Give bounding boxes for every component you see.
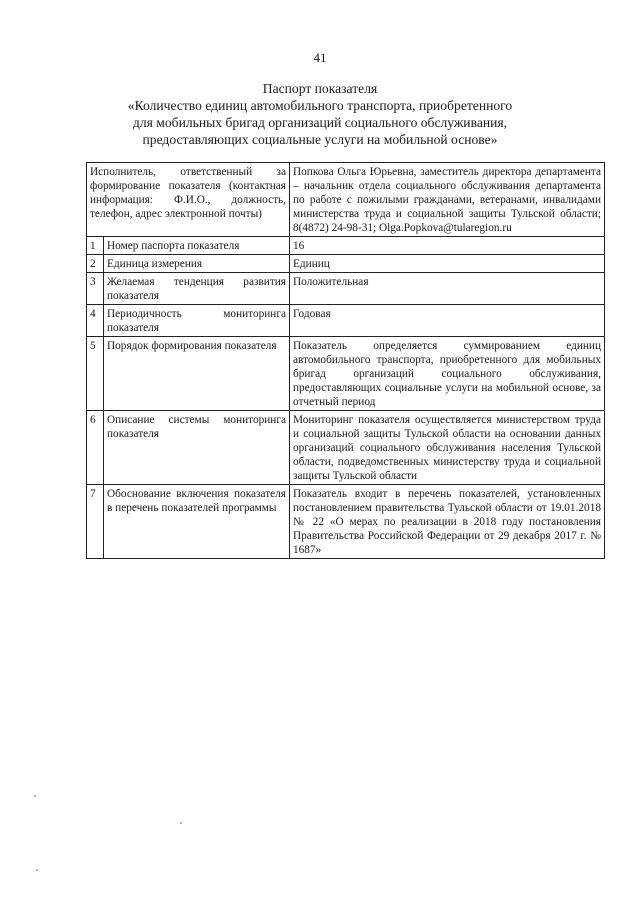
title-line-1: Паспорт показателя (262, 81, 378, 96)
table-row (87, 255, 605, 273)
page-number: 41 (313, 50, 327, 65)
row-value: Показатель определяется суммированием единиц автомобильного транспорта, приобретенного для мобильных бригад организаций социального обслуживания, предоставляющих социальные услуги на мобильной основе, за отчетный период (290, 337, 605, 411)
row-label: Единица измерения (104, 255, 290, 273)
responsible-label: Исполнитель, ответственный за формирование показателя (контактная информация: Ф.И.О., должность, телефон, адрес электронной почты) (87, 163, 290, 237)
row-value: Показатель входит в перечень показателей, установленных постановлением правительства Тульской области от 19.01.2018 № 22 «О мерах по реализации в 2018 году постановления Правительства Российской Федерации от 29 декабря 2017 г. № 1687» (290, 485, 605, 559)
row-value: Годовая (290, 305, 605, 337)
row-number: 6 (87, 411, 104, 485)
table-row (87, 273, 605, 305)
table-row (87, 337, 605, 411)
row-label: Описание системы мониторинга показателя (104, 411, 290, 485)
row-value: 16 (290, 237, 605, 255)
scan-speck (180, 822, 182, 824)
table-row (87, 305, 605, 337)
table-row (87, 411, 605, 485)
row-number: 5 (87, 337, 104, 411)
row-number: 3 (87, 273, 104, 305)
row-number: 2 (87, 255, 104, 273)
title-line-3: для мобильных бригад организаций социального обслуживания, (132, 115, 508, 130)
row-value: Единиц (290, 255, 605, 273)
row-label: Периодичность мониторинга показателя (104, 305, 290, 337)
responsible-value: Попкова Ольга Юрьевна, заместитель директора департамента – начальник отдела социального обслуживания департамента по работе с пожилыми гражданами, ветеранами, инвалидами министерства труда и социальной защиты Тульской области; 8(4872) 24-98-31; Olga.Popkova@tularegion.ru (290, 163, 605, 237)
row-label: Обоснование включения показателя в перечень показателей программы (104, 485, 290, 559)
indicator-passport-table (86, 162, 605, 559)
row-number: 4 (87, 305, 104, 337)
row-value: Мониторинг показателя осуществляется министерством труда и социальной защиты Тульской области на основании данных организаций социального обслуживания населения Тульской области, подведомственных министерству труда и социальной защиты Тульской области (290, 411, 605, 485)
row-number: 7 (87, 485, 104, 559)
row-label: Номер паспорта показателя (104, 237, 290, 255)
title-line-2: «Количество единиц автомобильного транспорта, приобретенного (127, 98, 513, 113)
scan-speck (36, 869, 38, 871)
row-number: 1 (87, 237, 104, 255)
table-row (87, 485, 605, 559)
scan-speck (34, 795, 36, 797)
document-title (40, 80, 600, 148)
table-row (87, 237, 605, 255)
title-line-4: предоставляющих социальные услуги на мобильной основе» (142, 132, 498, 147)
row-value: Положительная (290, 273, 605, 305)
row-label: Порядок формирования показателя (104, 337, 290, 411)
table-row-responsible (87, 163, 605, 237)
row-label: Желаемая тенденция развития показателя (104, 273, 290, 305)
